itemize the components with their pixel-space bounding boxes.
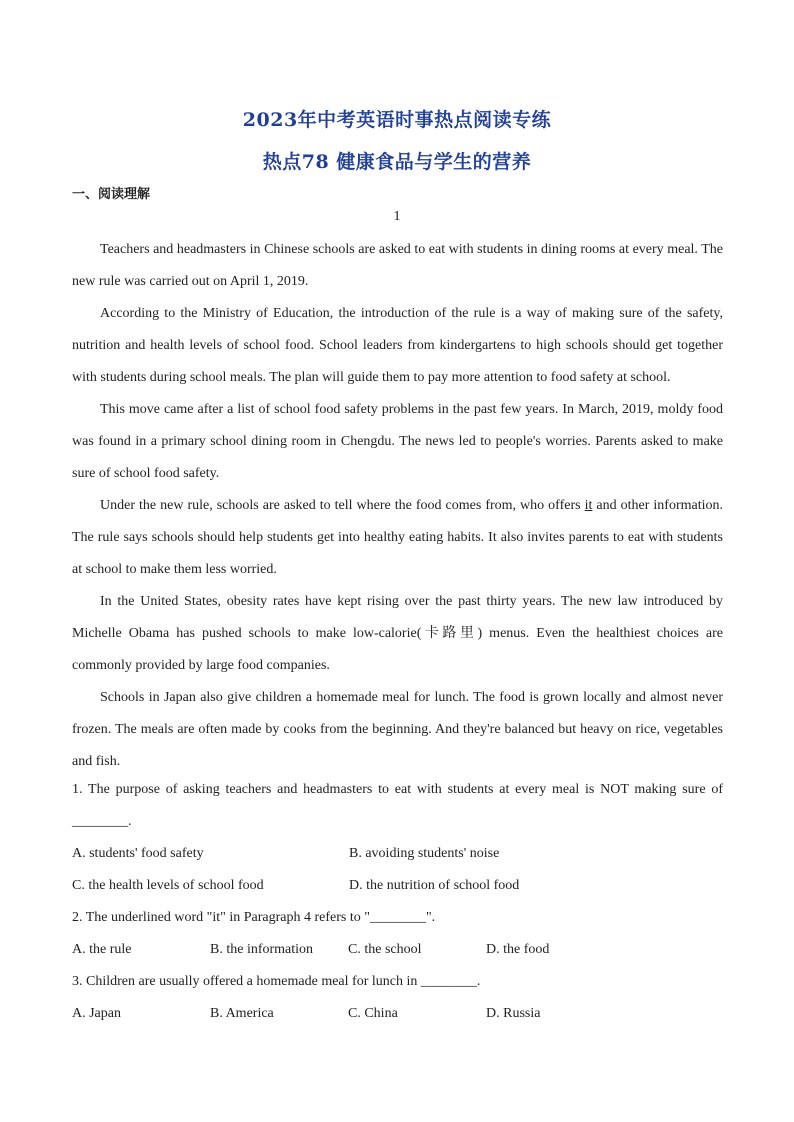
option-1c: C. the health levels of school food bbox=[72, 878, 264, 893]
section-heading: 一、阅读理解 bbox=[72, 187, 151, 202]
question-2-options bbox=[72, 934, 723, 966]
question-1-stem: 1. The purpose of asking teachers and headmasters to eat with students at every meal is NOT making sure of ________. bbox=[72, 782, 723, 829]
paragraph-5: In the United States, obesity rates have kept rising over the past thirty years. The new law introduced by Michelle Obama has pushed schools to make low-calorie(卡路里) menus. Even the healthiest choices are commonly provided by large food companies. bbox=[72, 594, 723, 673]
option-2a: A. the rule bbox=[72, 942, 132, 957]
question-3-options bbox=[72, 998, 723, 1030]
reading-passage bbox=[72, 234, 723, 778]
option-3a: A. Japan bbox=[72, 1006, 121, 1021]
passage-number: 1 bbox=[393, 209, 401, 224]
paragraph-6: Schools in Japan also give children a homemade meal for lunch. The food is grown locally and almost never frozen. The meals are often made by cooks from the beginning. And they're balanced but heavy on rice, vegetables and fish. bbox=[72, 690, 723, 769]
paragraph-3: This move came after a list of school food safety problems in the past few years. In March, 2019, moldy food was found in a primary school dining room in Chengdu. The news led to people's worries. Parents asked to make sure of school food safety. bbox=[72, 402, 723, 481]
paragraph-4 bbox=[72, 490, 723, 586]
question-list bbox=[72, 774, 723, 1030]
option-2c: C. the school bbox=[348, 942, 422, 957]
option-1d: D. the nutrition of school food bbox=[349, 878, 520, 893]
document-subtitle: 热点78 健康食品与学生的营养 bbox=[262, 151, 532, 173]
document-title: 2023年中考英语时事热点阅读专练 bbox=[242, 109, 552, 131]
option-2b: B. the information bbox=[210, 942, 314, 957]
option-1a: A. students' food safety bbox=[72, 846, 204, 861]
paragraph-1: Teachers and headmasters in Chinese schools are asked to eat with students in dining rooms at every meal. The new rule was carried out on April 1, 2019. bbox=[72, 242, 723, 289]
question-1-options-row-1 bbox=[72, 838, 723, 870]
option-3d: D. Russia bbox=[486, 1006, 541, 1021]
option-2d: D. the food bbox=[486, 942, 550, 957]
question-1-options-row-2 bbox=[72, 870, 723, 902]
question-3-stem: 3. Children are usually offered a homemade meal for lunch in ________. bbox=[72, 974, 481, 989]
option-3b: B. America bbox=[210, 1006, 274, 1021]
paragraph-2: According to the Ministry of Education, the introduction of the rule is a way of making sure of the safety, nutrition and health levels of school food. School leaders from kindergartens to high schools should get together with students during school meals. The plan will guide them to pay more attention to food safety at school. bbox=[72, 306, 723, 385]
option-3c: C. China bbox=[348, 1006, 398, 1021]
question-2-stem: 2. The underlined word "it" in Paragraph 4 refers to "________". bbox=[72, 910, 436, 925]
option-1b: B. avoiding students' noise bbox=[349, 846, 500, 861]
underlined-word: it bbox=[584, 498, 593, 513]
paragraph-4-text-start: Under the new rule, schools are asked to tell where the food comes from, who offers bbox=[100, 498, 585, 513]
paragraph-4-text-end: and other information. The rule says schools should help students get into healthy eating habits. It also invites parents to eat with students at school to make them less worried. bbox=[72, 498, 723, 577]
